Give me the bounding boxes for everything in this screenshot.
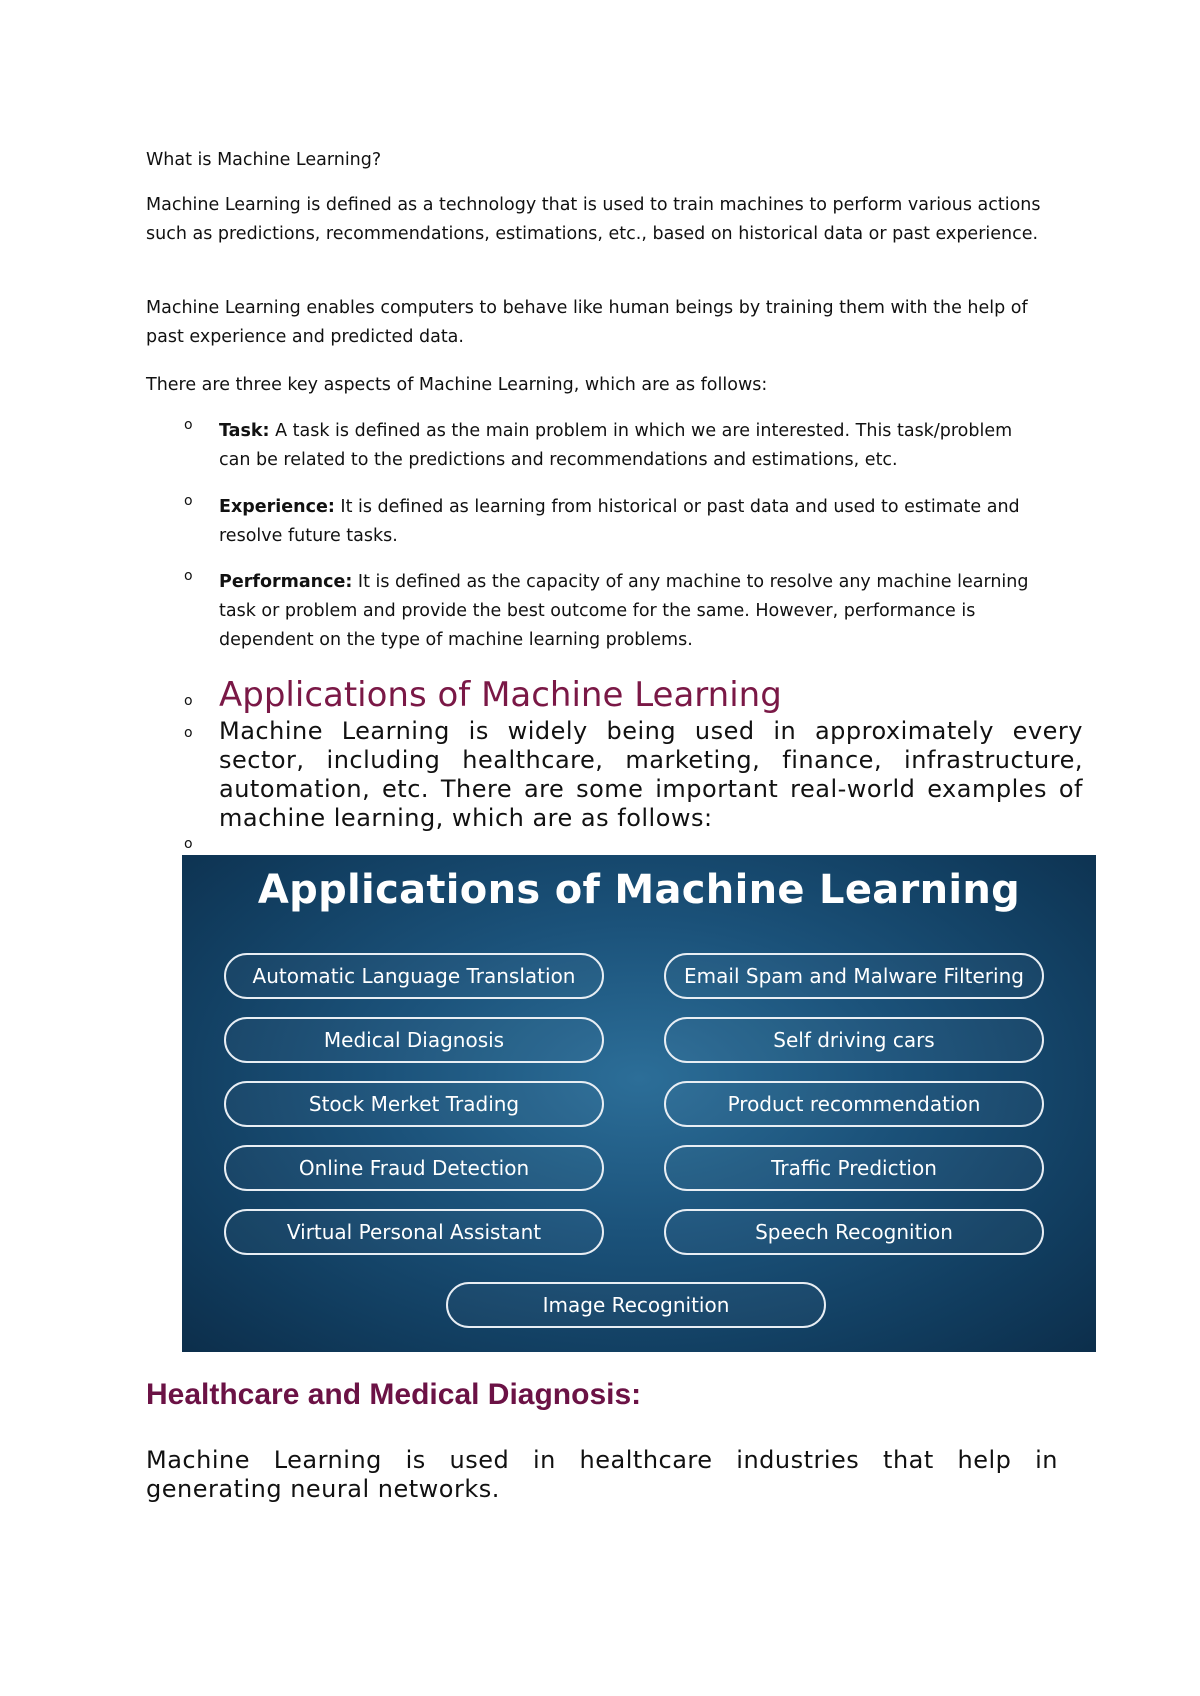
bullet-marker: o <box>184 493 193 509</box>
figure-item: Product recommendation <box>664 1081 1044 1127</box>
figure-title: Applications of Machine Learning <box>257 867 1021 913</box>
aspect-description: A task is defined as the main problem in which we are interested. This task/problem can be related to the predictions and recommendations and estimations, etc. <box>219 421 1013 470</box>
figure-item: Medical Diagnosis <box>224 1017 604 1063</box>
figure-item: Image Recognition <box>446 1282 826 1328</box>
figure-item: Traffic Prediction <box>664 1145 1044 1191</box>
aspect-description: It is defined as learning from historical or past data and used to estimate and resolve future tasks. <box>219 497 1020 546</box>
aspect-text <box>219 493 1049 551</box>
aspect-text <box>219 568 1049 655</box>
bullet-marker: o <box>184 725 193 741</box>
aspect-term: Task: <box>219 421 270 441</box>
applications-heading: Applications of Machine Learning <box>219 675 782 715</box>
bullet-marker: o <box>184 693 193 709</box>
figure-item: Email Spam and Malware Filtering <box>664 953 1044 999</box>
intro-paragraph-2: Machine Learning enables computers to behave like human beings by training them with the help of past experience and predicted data. <box>146 298 1028 347</box>
healthcare-text: Machine Learning is used in healthcare industries that help in generating neural networks. <box>146 1446 1058 1503</box>
healthcare-heading: Healthcare and Medical Diagnosis: <box>146 1378 642 1411</box>
aspect-term: Experience: <box>219 497 335 517</box>
figure-item: Online Fraud Detection <box>224 1145 604 1191</box>
applications-figure <box>182 855 1096 1352</box>
intro-paragraph-3: There are three key aspects of Machine Learning, which are as follows: <box>146 375 768 395</box>
aspect-description: It is defined as the capacity of any machine to resolve any machine learning task or problem and provide the best outcome for the same. However, performance is dependent on the type of machine learning problems. <box>219 572 1029 650</box>
intro-paragraph-1: Machine Learning is defined as a technology that is used to train machines to perform various actions such as predictions, recommendations, estimations, etc., based on historical data or past experience. <box>146 195 1041 244</box>
aspect-term: Performance: <box>219 572 353 592</box>
figure-item: Self driving cars <box>664 1017 1044 1063</box>
bullet-marker: o <box>184 836 193 852</box>
applications-description: Machine Learning is widely being used in approximately every sector, including healthcare, marketing, finance, infrastructure, automation, etc. There are some important real-world examples of machine learning, which are as follows: <box>219 717 1083 832</box>
figure-item: Automatic Language Translation <box>224 953 604 999</box>
bullet-marker: o <box>184 417 193 433</box>
figure-item: Stock Merket Trading <box>224 1081 604 1127</box>
question-heading: What is Machine Learning? <box>146 150 382 170</box>
figure-item: Virtual Personal Assistant <box>224 1209 604 1255</box>
figure-item: Speech Recognition <box>664 1209 1044 1255</box>
bullet-marker: o <box>184 568 193 584</box>
aspect-text <box>219 417 1049 475</box>
